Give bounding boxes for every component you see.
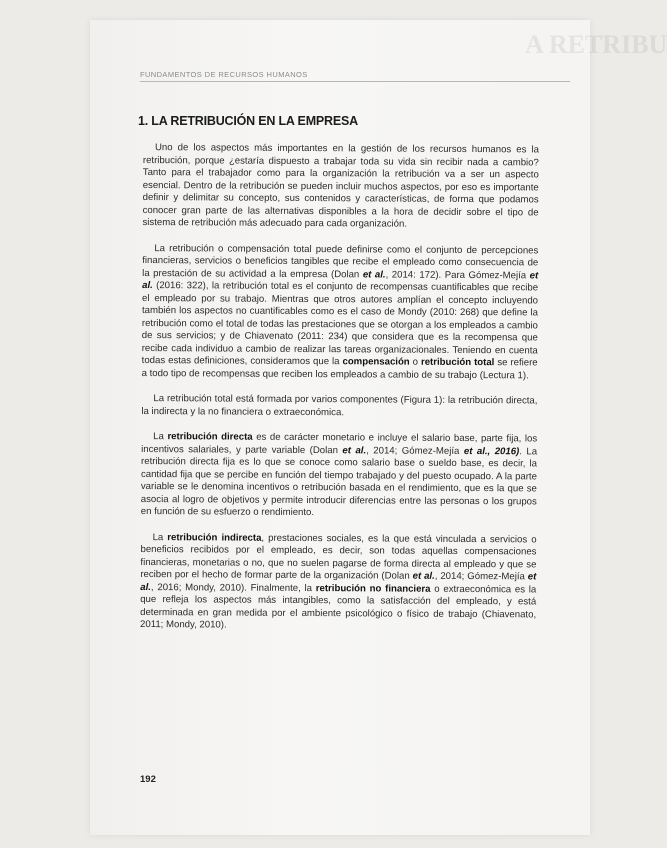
text-run: La bbox=[152, 531, 168, 543]
term-retribucion-no-financiera: retribución no financiera bbox=[315, 582, 431, 595]
text-run: , 2014: 172). Para Gómez-Mejía bbox=[385, 268, 530, 281]
bleed-through-text: A RETRIBU bbox=[525, 30, 667, 59]
text-run: , 2014; Gómez-Mejía bbox=[434, 570, 528, 583]
paragraph-5 bbox=[140, 531, 537, 633]
citation-etal: et al. bbox=[342, 444, 367, 456]
text-run: , prestaciones sociales, es la que está vinculada a servicios o beneficios recibidos por el empleado, es decir, son todas aquellas compensaciones financieras, monetarias o no, que no suelen pagarse de forma directa al empleado y que se reciben por el hecho de formar parte de la organización (Dolan bbox=[140, 532, 537, 582]
citation-etal: et al. bbox=[412, 570, 435, 582]
text-run: es de carácter monetario e incluye el salario base, parte fija, los incentivos salariales, y parte variable (Dolan bbox=[141, 431, 538, 456]
paragraph-1: Uno de los aspectos más importantes en la gestión de los recursos humanos es la retribución, porque ¿estaría dispuesto a trabajar toda su vida sin recibir nada a cambio? Tanto para el trabajador como para la organización la retribución va a ser un aspecto esencial. Dentro de la retribución se pueden incluir muchos aspectos, por eso es importante definir y delimitar su concepto, sus contenidos y características, de forma que podamos conocer gran parte de las alternativas disponibles a la hora de decidir sobre el tipo de sistema de retribución más adecuado para cada organización. bbox=[142, 142, 539, 230]
paragraph-2 bbox=[142, 242, 539, 382]
header-rule bbox=[140, 81, 570, 82]
text-run: (2016: 322), la retribución total es el conjunto de recompensas cuantificables que recibe el empleado por su trabajo. Mientras que otros autores amplían el concepto incluyendo también los aspectos no cuantificables como es el caso de Mondy (2010: 268) que define la retribución como el total de todas las prestaciones que se otorgan a los empleados a cambio de sus servicios; y de Chiavenato (2011: 234) que considera que es la recompensa que recibe cada individuo a cambio de realizar las tareas organizacionales. Teniendo en cuenta todas estas definiciones, consideramos que la bbox=[141, 280, 539, 368]
text-run: , 2014; Gómez-Mejía bbox=[366, 444, 464, 457]
body-text bbox=[140, 142, 539, 647]
citation-etal: et al. bbox=[142, 269, 539, 292]
paragraph-3: La retribución total está formada por varios componentes (Figura 1): la retribución directa, la indirecta y la no financiera o extraeconómica. bbox=[141, 393, 538, 418]
page-number: 192 bbox=[140, 774, 156, 785]
text-run: La bbox=[153, 431, 168, 443]
running-header: FUNDAMENTOS DE RECURSOS HUMANOS bbox=[140, 70, 308, 79]
citation-etal: et al. bbox=[362, 268, 386, 280]
section-title: 1. LA RETRIBUCIÓN EN LA EMPRESA bbox=[138, 114, 358, 128]
term-retribucion-directa: retribución directa bbox=[167, 431, 253, 443]
citation-etal: et al., 2016) bbox=[463, 445, 520, 457]
text-run: o bbox=[409, 356, 422, 368]
term-compensacion: compensación bbox=[342, 356, 410, 368]
text-run: La retribución o compensación total puede definirse como el conjunto de percepciones financieras, servicios o beneficios tangibles que recibe el empleado como consecuencia de la prestación de su actividad a la empresa (Dolan bbox=[142, 242, 539, 280]
text-run: se refiere a todo tipo de recompensas que reciben los empleados a cambio de su trabajo (Lectura 1). bbox=[141, 357, 538, 381]
citation-etal: et al. bbox=[140, 571, 537, 593]
paragraph-4 bbox=[141, 431, 538, 521]
term-retribucion-indirecta: retribución indirecta bbox=[167, 531, 262, 544]
text-run: . La retribución directa fija es lo que se conoce como salario base o sueldo base, es decir, la cantidad fija que se percibe en función del tiempo trabajado y del puesto ocupado. A la parte variable se le denomina incentivos o retribución basada en el rendimiento, que es la que se asocia al logro de objetivos y permite introducir diferencias entre las personas o los grupos en función de su esfuerzo o rendimiento. bbox=[140, 445, 538, 519]
text-run: o extraeconómica es la que refleja los aspectos más intangibles, como la satisfacción del empleado, y está determinada en gran medida por el ambiente psicológico o físico de trabajo (Chiavenato, 2011; Mondy, 2010). bbox=[140, 583, 537, 631]
text-run: , 2016; Mondy, 2010). Finalmente, la bbox=[150, 581, 316, 594]
term-retribucion-total: retribución total bbox=[420, 356, 495, 369]
